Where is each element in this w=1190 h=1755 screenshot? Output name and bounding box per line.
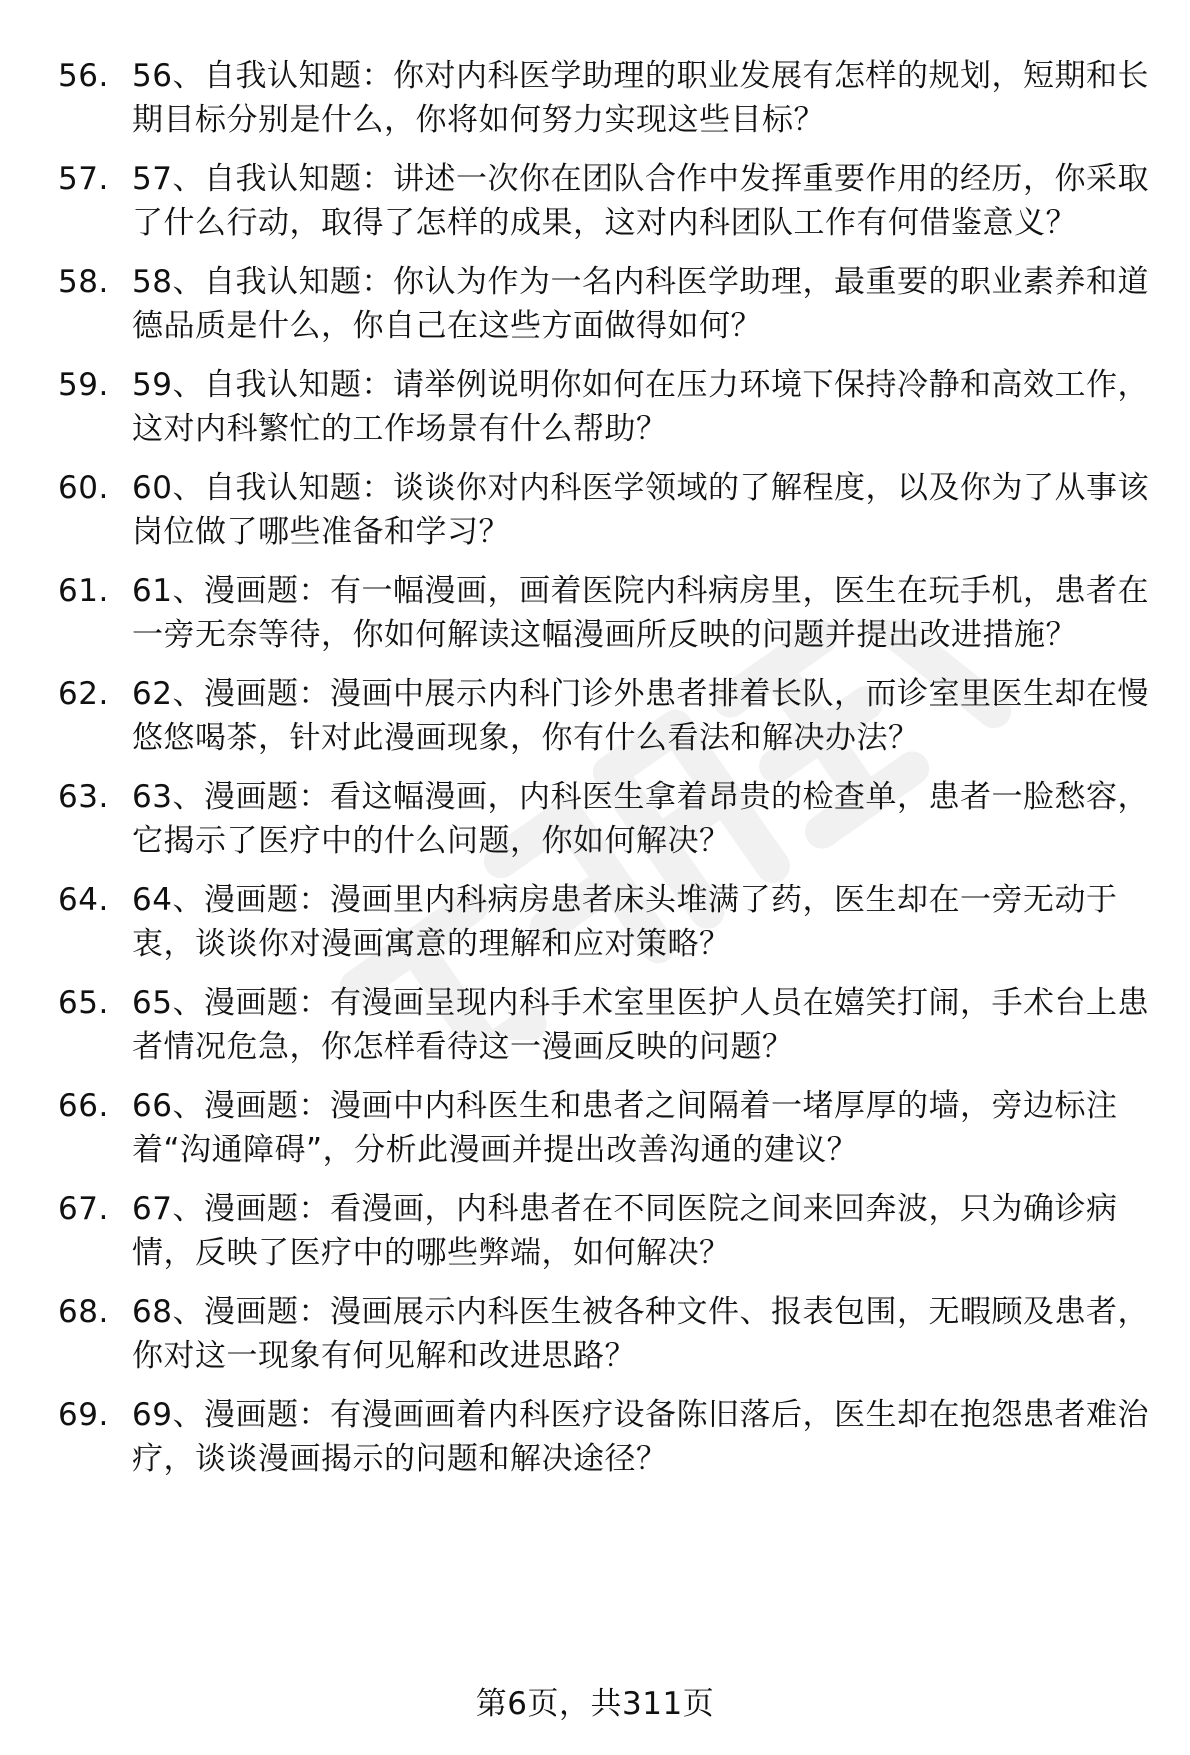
question-item	[58, 569, 1158, 657]
question-text: 61、漫画题：有一幅漫画，画着医院内科病房里，医生在玩手机，患者在一旁无奈等待，你如何解读这幅漫画所反映的问题并提出改进措施？	[132, 573, 1149, 653]
question-number: 59.	[58, 367, 109, 403]
question-text: 69、漫画题：有漫画画着内科医疗设备陈旧落后，医生却在抱怨患者难治疗，谈谈漫画揭示的问题和解决途径？	[132, 1397, 1149, 1477]
question-item	[58, 981, 1158, 1069]
question-text: 62、漫画题：漫画中展示内科门诊外患者排着长队，而诊室里医生却在慢悠悠喝茶，针对此漫画现象，你有什么看法和解决办法？	[132, 676, 1149, 756]
question-text: 65、漫画题：有漫画呈现内科手术室里医护人员在嬉笑打闹，手术台上患者情况危急，你怎样看待这一漫画反映的问题？	[132, 985, 1149, 1065]
question-number: 61.	[58, 573, 109, 609]
question-item	[58, 1187, 1158, 1275]
question-number: 58.	[58, 264, 109, 300]
question-text: 60、自我认知题：谈谈你对内科医学领域的了解程度，以及你为了从事该岗位做了哪些准备和学习？	[132, 470, 1149, 550]
question-number: 63.	[58, 779, 109, 815]
page-footer: 第6页，共311页	[475, 1686, 715, 1722]
question-number: 62.	[58, 676, 109, 712]
question-number: 66.	[58, 1088, 109, 1124]
question-item	[58, 878, 1158, 966]
question-item	[58, 157, 1158, 245]
question-list	[58, 54, 1158, 1496]
question-item	[58, 1084, 1158, 1172]
question-item	[58, 260, 1158, 348]
question-text: 56、自我认知题：你对内科医学助理的职业发展有怎样的规划，短期和长期目标分别是什么，你将如何努力实现这些目标？	[132, 58, 1149, 138]
question-item	[58, 54, 1158, 142]
question-number: 68.	[58, 1294, 109, 1330]
question-item	[58, 363, 1158, 451]
question-text: 68、漫画题：漫画展示内科医生被各种文件、报表包围，无暇顾及患者，你对这一现象有何见解和改进思路？	[132, 1294, 1149, 1374]
question-item	[58, 1290, 1158, 1378]
question-item	[58, 466, 1158, 554]
question-number: 67.	[58, 1191, 109, 1227]
question-number: 56.	[58, 58, 109, 94]
question-number: 69.	[58, 1397, 109, 1433]
question-item	[58, 775, 1158, 863]
question-text: 63、漫画题：看这幅漫画，内科医生拿着昂贵的检查单，患者一脸愁容，它揭示了医疗中的什么问题，你如何解决？	[132, 779, 1149, 859]
question-text: 64、漫画题：漫画里内科病房患者床头堆满了药，医生却在一旁无动于衷，谈谈你对漫画寓意的理解和应对策略？	[132, 882, 1118, 962]
question-text: 58、自我认知题：你认为作为一名内科医学助理，最重要的职业素养和道德品质是什么，你自己在这些方面做得如何？	[132, 264, 1149, 344]
question-text: 66、漫画题：漫画中内科医生和患者之间隔着一堵厚厚的墙，旁边标注着“沟通障碍”，分析此漫画并提出改善沟通的建议？	[132, 1088, 1118, 1168]
question-number: 60.	[58, 470, 109, 506]
question-number: 64.	[58, 882, 109, 918]
question-number: 65.	[58, 985, 109, 1021]
question-item	[58, 1393, 1158, 1481]
question-item	[58, 672, 1158, 760]
question-text: 67、漫画题：看漫画，内科患者在不同医院之间来回奔波，只为确诊病情，反映了医疗中的哪些弊端，如何解决？	[132, 1191, 1118, 1271]
question-text: 57、自我认知题：讲述一次你在团队合作中发挥重要作用的经历，你采取了什么行动，取得了怎样的成果，这对内科团队工作有何借鉴意义？	[132, 161, 1149, 241]
question-text: 59、自我认知题：请举例说明你如何在压力环境下保持冷静和高效工作，这对内科繁忙的工作场景有什么帮助？	[132, 367, 1149, 447]
question-number: 57.	[58, 161, 109, 197]
